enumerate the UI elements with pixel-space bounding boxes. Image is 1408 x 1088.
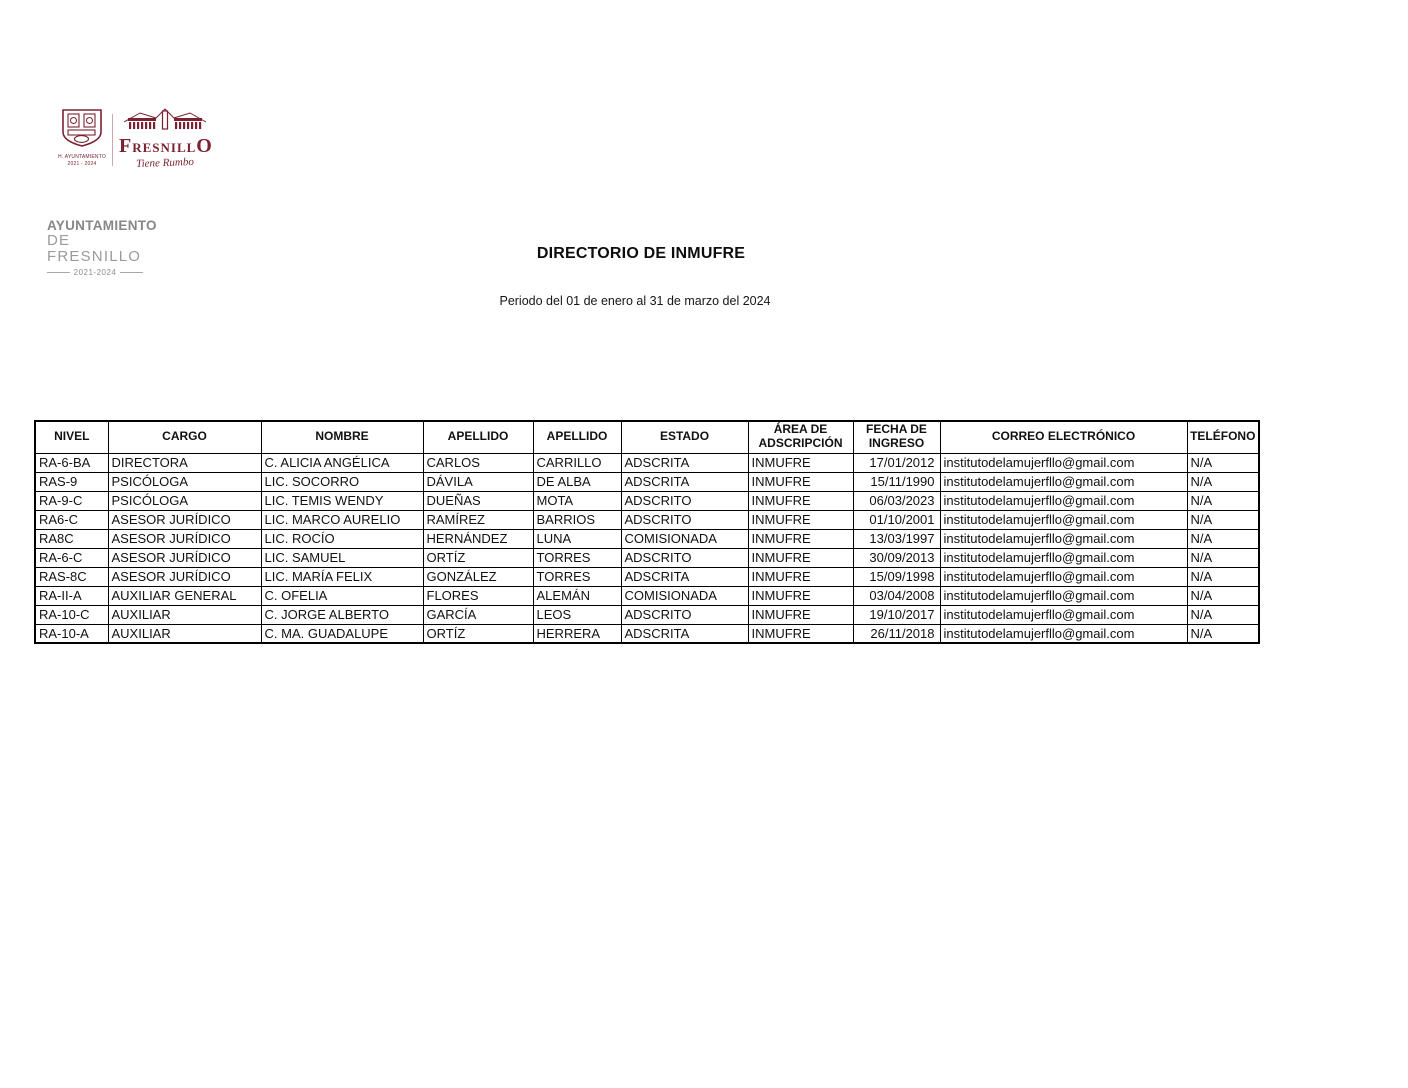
table-cell: DE ALBA	[533, 472, 621, 491]
table-cell: INMUFRE	[748, 529, 853, 548]
column-header: NOMBRE	[261, 421, 423, 453]
column-header: CORREO ELECTRÓNICO	[940, 421, 1187, 453]
table-cell: C. JORGE ALBERTO	[261, 605, 423, 624]
table-cell: N/A	[1187, 586, 1259, 605]
crest-caption-line2: 2021 - 2024	[67, 161, 97, 167]
table-cell: institutodelamujerfllo@gmail.com	[940, 605, 1187, 624]
table-cell: MOTA	[533, 491, 621, 510]
fresnillo-wordmark: FRESNILLO	[119, 135, 213, 157]
table-cell: institutodelamujerfllo@gmail.com	[940, 472, 1187, 491]
table-cell: PSICÓLOGA	[108, 491, 261, 510]
table-cell: ADSCRITA	[621, 624, 748, 643]
table-cell: institutodelamujerfllo@gmail.com	[940, 567, 1187, 586]
fresnillo-crest-icon	[60, 135, 104, 152]
table-row	[35, 529, 1259, 548]
crest-caption-line1: H. AYUNTAMIENTO	[57, 154, 106, 160]
table-cell: PSICÓLOGA	[108, 472, 261, 491]
table-cell: LIC. ROCÍO	[261, 529, 423, 548]
table-row	[35, 491, 1259, 510]
table-cell: DUEÑAS	[423, 491, 533, 510]
table-cell: 15/09/1998	[853, 567, 940, 586]
table-cell: LIC. MARCO AURELIO	[261, 510, 423, 529]
table-cell: HERRERA	[533, 624, 621, 643]
municipal-brand-lockup	[57, 108, 211, 169]
table-cell: DIRECTORA	[108, 453, 261, 472]
table-cell: RAS-9	[35, 472, 108, 491]
table-cell: C. MA. GUADALUPE	[261, 624, 423, 643]
table-cell: N/A	[1187, 510, 1259, 529]
table-cell: ALEMÁN	[533, 586, 621, 605]
table-cell: ORTÍZ	[423, 624, 533, 643]
table-row	[35, 586, 1259, 605]
table-cell: GONZÁLEZ	[423, 567, 533, 586]
table-cell: CARRILLO	[533, 453, 621, 472]
table-cell: N/A	[1187, 605, 1259, 624]
ayuntamiento-logo-line2: DE FRESNILLO	[47, 232, 142, 265]
table-cell: INMUFRE	[748, 491, 853, 510]
fresnillo-tagline: Tiene Rumbo	[135, 155, 195, 171]
table-cell: LIC. TEMIS WENDY	[261, 491, 423, 510]
column-header: APELLIDO	[533, 421, 621, 453]
table-cell: institutodelamujerfllo@gmail.com	[940, 586, 1187, 605]
table-cell: ASESOR JURÍDICO	[108, 548, 261, 567]
ayuntamiento-logo-line1: AYUNTAMIENTO	[47, 218, 157, 233]
column-header: TELÉFONO	[1187, 421, 1259, 453]
table-row	[35, 510, 1259, 529]
table-cell: 19/10/2017	[853, 605, 940, 624]
table-cell: N/A	[1187, 529, 1259, 548]
table-cell: INMUFRE	[748, 472, 853, 491]
table-cell: institutodelamujerfllo@gmail.com	[940, 491, 1187, 510]
table-cell: ASESOR JURÍDICO	[108, 529, 261, 548]
table-cell: ADSCRITO	[621, 605, 748, 624]
header-row	[35, 421, 1259, 453]
table-cell: RA6-C	[35, 510, 108, 529]
table-cell: institutodelamujerfllo@gmail.com	[940, 510, 1187, 529]
table-cell: TORRES	[533, 548, 621, 567]
left-rule	[47, 272, 70, 273]
table-cell: RA-10-A	[35, 624, 108, 643]
table-cell: ASESOR JURÍDICO	[108, 567, 261, 586]
table-cell: INMUFRE	[748, 453, 853, 472]
table-cell: TORRES	[533, 567, 621, 586]
column-header: CARGO	[108, 421, 261, 453]
table-cell: INMUFRE	[748, 624, 853, 643]
directory-table	[34, 420, 1260, 644]
table-cell: RAMÍREZ	[423, 510, 533, 529]
table-cell: 06/03/2023	[853, 491, 940, 510]
table-cell: 01/10/2001	[853, 510, 940, 529]
table-cell: 13/03/1997	[853, 529, 940, 548]
table-cell: ADSCRITA	[621, 472, 748, 491]
table-cell: LUNA	[533, 529, 621, 548]
table-cell: AUXILIAR	[108, 605, 261, 624]
column-header: FECHA DE INGRESO	[853, 421, 940, 453]
table-row	[35, 548, 1259, 567]
colonnade-building-icon	[122, 117, 208, 134]
page-subtitle: Periodo del 01 de enero al 31 de marzo del 2024	[499, 294, 771, 308]
table-cell: institutodelamujerfllo@gmail.com	[940, 453, 1187, 472]
column-header: ESTADO	[621, 421, 748, 453]
table-cell: GARCÍA	[423, 605, 533, 624]
table-cell: INMUFRE	[748, 567, 853, 586]
table-cell: BARRIOS	[533, 510, 621, 529]
table-cell: 03/04/2008	[853, 586, 940, 605]
table-cell: AUXILIAR	[108, 624, 261, 643]
table-row	[35, 605, 1259, 624]
table-body	[35, 453, 1259, 643]
right-rule	[120, 272, 143, 273]
table-cell: DÁVILA	[423, 472, 533, 491]
table-cell: RA-II-A	[35, 586, 108, 605]
column-header: NIVEL	[35, 421, 108, 453]
table-cell: INMUFRE	[748, 510, 853, 529]
table-cell: ORTÍZ	[423, 548, 533, 567]
table-row	[35, 453, 1259, 472]
years-text: 2021-2024	[73, 267, 117, 277]
table-cell: ADSCRITO	[621, 510, 748, 529]
table-cell: CARLOS	[423, 453, 533, 472]
table-cell: ADSCRITA	[621, 453, 748, 472]
table-cell: LIC. SOCORRO	[261, 472, 423, 491]
table-cell: institutodelamujerfllo@gmail.com	[940, 624, 1187, 643]
table-cell: 30/09/2013	[853, 548, 940, 567]
table-row	[35, 472, 1259, 491]
table-cell: INMUFRE	[748, 548, 853, 567]
table-cell: ADSCRITA	[621, 567, 748, 586]
table-cell: ASESOR JURÍDICO	[108, 510, 261, 529]
table-cell: HERNÁNDEZ	[423, 529, 533, 548]
table-cell: LIC. SAMUEL	[261, 548, 423, 567]
table-cell: institutodelamujerfllo@gmail.com	[940, 529, 1187, 548]
table-cell: COMISIONADA	[621, 586, 748, 605]
table-cell: RAS-8C	[35, 567, 108, 586]
table-cell: INMUFRE	[748, 586, 853, 605]
table-cell: N/A	[1187, 624, 1259, 643]
table-cell: ADSCRITO	[621, 548, 748, 567]
table-cell: RA-10-C	[35, 605, 108, 624]
lockup-divider	[112, 114, 113, 166]
fresnillo-wordmark-block	[119, 108, 211, 169]
table-cell: RA-6-C	[35, 548, 108, 567]
table-cell: N/A	[1187, 491, 1259, 510]
table-cell: RA-6-BA	[35, 453, 108, 472]
table-cell: 15/11/1990	[853, 472, 940, 491]
column-header: APELLIDO	[423, 421, 533, 453]
table-cell: RA8C	[35, 529, 108, 548]
table-cell: COMISIONADA	[621, 529, 748, 548]
table-cell: RA-9-C	[35, 491, 108, 510]
table-cell: 17/01/2012	[853, 453, 940, 472]
table-cell: ADSCRITO	[621, 491, 748, 510]
table-cell: N/A	[1187, 472, 1259, 491]
table-cell: 26/11/2018	[853, 624, 940, 643]
column-header: ÁREA DE ADSCRIPCIÓN	[748, 421, 853, 453]
table-cell: AUXILIAR GENERAL	[108, 586, 261, 605]
table-row	[35, 567, 1259, 586]
table-cell: LEOS	[533, 605, 621, 624]
table-cell: INMUFRE	[748, 605, 853, 624]
table-cell: N/A	[1187, 453, 1259, 472]
page-title: DIRECTORIO DE INMUFRE	[536, 245, 746, 262]
table-cell: N/A	[1187, 548, 1259, 567]
ayuntamiento-logo-years	[47, 268, 143, 277]
ayuntamiento-logo	[47, 218, 157, 277]
table-row	[35, 624, 1259, 643]
table-cell: C. OFELIA	[261, 586, 423, 605]
table-cell: FLORES	[423, 586, 533, 605]
crest-block	[57, 108, 107, 167]
table-cell: institutodelamujerfllo@gmail.com	[940, 548, 1187, 567]
table-cell: N/A	[1187, 567, 1259, 586]
table-cell: LIC. MARÍA FELIX	[261, 567, 423, 586]
table-cell: C. ALICIA ANGÉLICA	[261, 453, 423, 472]
